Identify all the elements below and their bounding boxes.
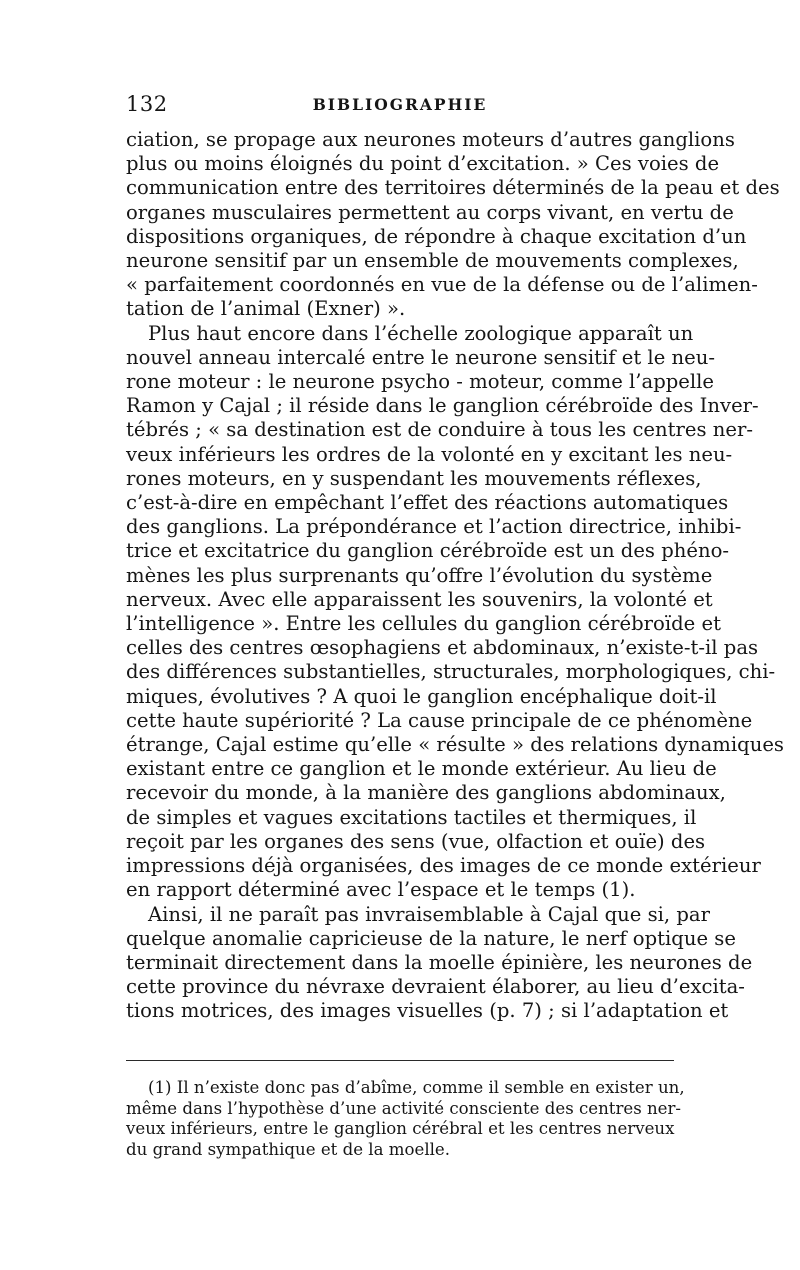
page-header xyxy=(126,92,674,122)
text-line: miques, évolutives ? A quoi le ganglion encéphalique doit-il xyxy=(126,684,717,708)
footnote-line: (1) Il n’existe donc pas d’abîme, comme il semble en exister un, xyxy=(148,1078,685,1097)
text-line: mènes les plus surprenants qu’offre l’évolution du système xyxy=(126,563,713,587)
text-line: tation de l’animal (Exner) ». xyxy=(126,297,406,321)
paragraph-3 xyxy=(126,902,753,1024)
page-number: 132 xyxy=(126,92,168,116)
text-line: reçoit par les organes des sens (vue, olfaction et ouïe) des xyxy=(126,829,706,853)
text-line: recevoir du monde, à la manière des ganglions abdominaux, xyxy=(126,781,726,805)
text-line: organes musculaires permettent au corps vivant, en vertu de xyxy=(126,200,734,224)
text-line: terminait directement dans la moelle épinière, les neurones de xyxy=(126,950,753,974)
text-line: Ainsi, il ne paraît pas invraisemblable à Cajal que si, par xyxy=(148,902,710,926)
text-line: nouvel anneau intercalé entre le neurone sensitif et le neu- xyxy=(126,345,715,369)
text-line: quelque anomalie capricieuse de la nature, le nerf optique se xyxy=(126,926,736,950)
text-line: des ganglions. La prépondérance et l’action directrice, inhibi- xyxy=(126,515,742,539)
text-line: impressions déjà organisées, des images de ce monde extérieur xyxy=(126,854,761,878)
text-line: rone moteur : le neurone psycho - moteur, comme l’appelle xyxy=(126,370,715,394)
footnote-line: même dans l’hypothèse d’une activité consciente des centres ner- xyxy=(126,1098,682,1118)
text-line: celles des centres œsophagiens et abdominaux, n’existe-t-il pas xyxy=(126,636,759,660)
footnote-line: du grand sympathique et de la moelle. xyxy=(126,1139,451,1159)
text-line: veux inférieurs les ordres de la volonté en y excitant les neu- xyxy=(126,442,733,466)
text-line: tions motrices, des images visuelles (p. 7) ; si l’adaptation et xyxy=(126,999,729,1023)
text-line: en rapport déterminé avec l’espace et le temps (1). xyxy=(126,878,636,902)
text-line: « parfaitement coordonnés en vue de la défense ou de l’alimen- xyxy=(126,273,758,297)
footnote-line: veux inférieurs, entre le ganglion cérébral et les centres nerveux xyxy=(126,1119,675,1138)
text-line: Plus haut encore dans l’échelle zoologique apparaît un xyxy=(148,321,694,345)
paragraph-1 xyxy=(126,128,780,322)
text-line: c’est-à-dire en empêchant l’effet des réactions automatiques xyxy=(126,491,729,515)
text-line: neurone sensitif par un ensemble de mouvements complexes, xyxy=(126,249,739,273)
text-line: trice et excitatrice du ganglion cérébroïde est un des phéno- xyxy=(126,539,730,563)
text-line: dispositions organiques, de répondre à chaque excitation d’un xyxy=(126,224,747,248)
text-line: Ramon y Cajal ; il réside dans le ganglion cérébroïde des Inver- xyxy=(126,394,759,418)
text-line: l’intelligence ». Entre les cellules du ganglion cérébroïde et xyxy=(126,612,721,636)
paragraph-2 xyxy=(126,321,784,903)
text-line: existant entre ce ganglion et le monde extérieur. Au lieu de xyxy=(126,757,717,781)
text-line: tébrés ; « sa destination est de conduire à tous les centres ner- xyxy=(126,418,753,442)
text-line: plus ou moins éloignés du point d’excitation. » Ces voies de xyxy=(126,152,720,176)
footnote xyxy=(126,1078,685,1160)
footnote-rule xyxy=(126,1060,674,1061)
text-line: de simples et vagues excitations tactiles et thermiques, il xyxy=(126,805,697,829)
text-line: cette province du névraxe devraient élaborer, au lieu d’excita- xyxy=(126,975,745,999)
text-line: communication entre des territoires déterminés de la peau et des xyxy=(126,176,780,200)
text-line: nerveux. Avec elle apparaissent les souvenirs, la volonté et xyxy=(126,587,713,611)
running-head: BIBLIOGRAPHIE xyxy=(312,95,488,114)
body-text xyxy=(126,128,784,1024)
text-line: des différences substantielles, structurales, morphologiques, chi- xyxy=(126,660,776,684)
text-line: étrange, Cajal estime qu’elle « résulte » des relations dynamiques xyxy=(126,733,784,757)
text-line: cette haute supériorité ? La cause principale de ce phénomène xyxy=(126,708,753,732)
text-line: ciation, se propage aux neurones moteurs d’autres ganglions xyxy=(126,128,735,151)
text-line: rones moteurs, en y suspendant les mouvements réflexes, xyxy=(126,466,702,490)
